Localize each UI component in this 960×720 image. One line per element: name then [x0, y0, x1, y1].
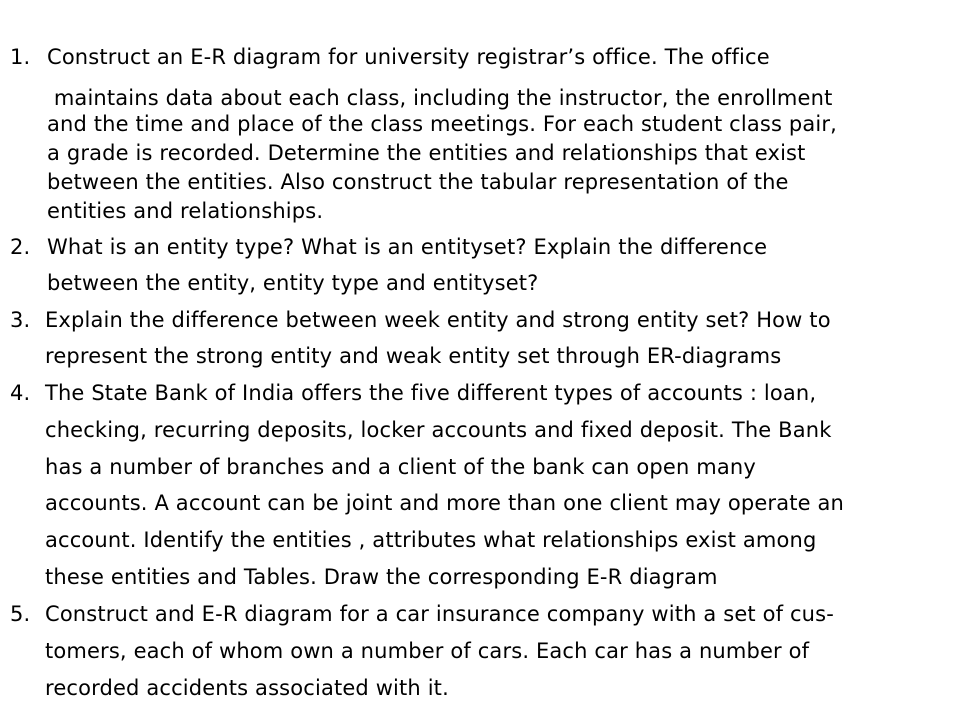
- q2-line-1: What is an entity type? What is an entityset? Explain the difference: [47, 235, 768, 259]
- q4-line-4: accounts. A account can be joint and more than one client may operate an: [45, 491, 844, 515]
- q5-line-1: Construct and E-R diagram for a car insurance company with a set of cus-: [45, 602, 834, 626]
- q5-line-3: recorded accidents associated with it.: [45, 676, 449, 700]
- q1-number: 1.: [10, 45, 31, 69]
- q3-number: 3.: [10, 308, 31, 332]
- q1-line-3: and the time and place of the class meetings. For each student class pair,: [47, 112, 837, 136]
- q3-line-1: Explain the difference between week entity and strong entity set? How to: [45, 308, 831, 332]
- q1-line-1: Construct an E-R diagram for university registrar’s office. The office: [47, 45, 770, 69]
- q4-line-3: has a number of branches and a client of the bank can open many: [45, 455, 756, 479]
- q2-number: 2.: [10, 235, 31, 259]
- q4-number: 4.: [10, 381, 31, 405]
- q4-line-6: these entities and Tables. Draw the corresponding E-R diagram: [45, 565, 718, 589]
- q1-line-2: maintains data about each class, including the instructor, the enrollment: [47, 86, 833, 110]
- q1-line-5: between the entities. Also construct the tabular representation of the: [47, 170, 789, 194]
- q1-line-6: entities and relationships.: [47, 199, 324, 223]
- q4-line-2: checking, recurring deposits, locker accounts and fixed deposit. The Bank: [45, 418, 832, 442]
- q1-line-4: a grade is recorded. Determine the entities and relationships that exist: [47, 141, 806, 165]
- q3-line-2: represent the strong entity and weak entity set through ER-diagrams: [45, 344, 782, 368]
- q4-line-5: account. Identify the entities , attributes what relationships exist among: [45, 528, 817, 552]
- q5-number: 5.: [10, 602, 31, 626]
- q5-line-2: tomers, each of whom own a number of cars. Each car has a number of: [45, 639, 810, 663]
- q2-line-2: between the entity, entity type and entityset?: [47, 271, 539, 295]
- q4-line-1: The State Bank of India offers the five different types of accounts : loan,: [45, 381, 817, 405]
